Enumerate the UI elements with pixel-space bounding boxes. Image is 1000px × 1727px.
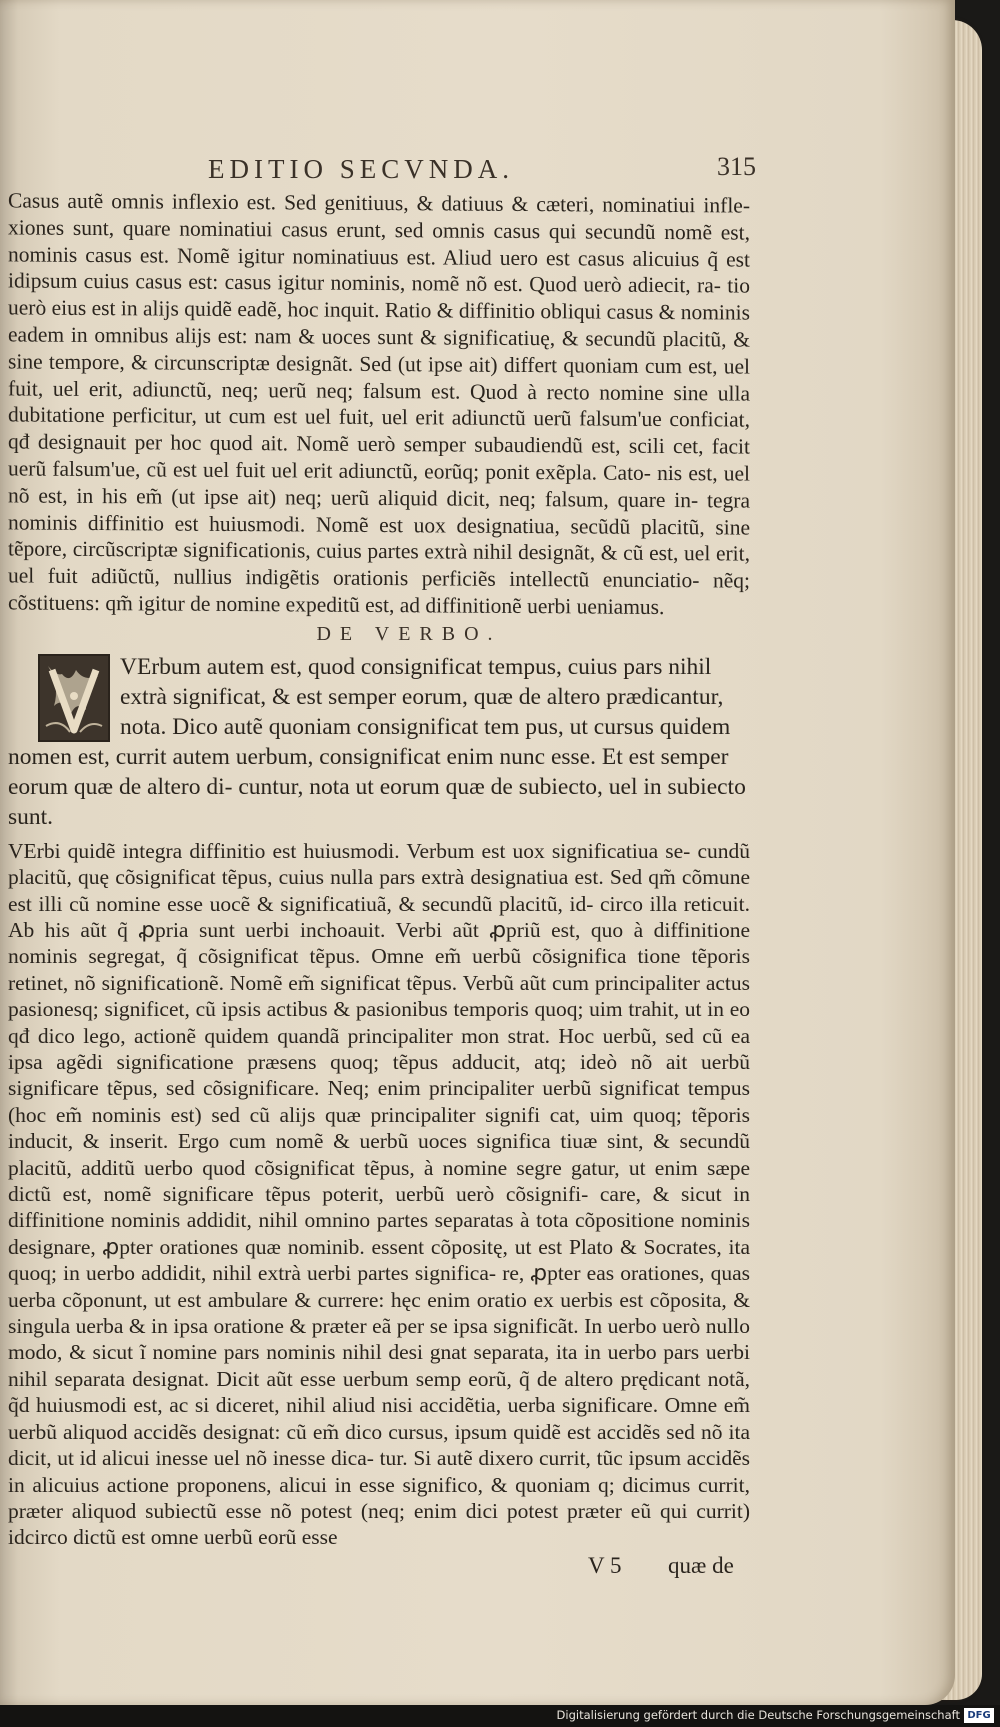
commentary-text-bottom: VErbi quidẽ integra diffinitio est huiusmodi. Verbum est uox significatiua se- cundũ placitũ, quę cõsignificat tẽpus, cuius nulla pars extrà designatiua est. Sed qm̃ cõmune est illi cũ nomine esse uocẽ & significatiuã, & secundũ placitũ, id- circo illa reticuit. Ab his aũt q̃ ꝓpria sunt uerbi inchoauit. Verbi aũt ꝓpriũ est, quo à diffinitione nominis segregat, q̃ cõsignificat tẽpus. Omne em̃ uerbũ cõsignifica tione tẽporis retinet, nõ significationẽ. Nomẽ em̃ significat tẽpus. Verbũ aũt cum principaliter actus pasionesq; significet, cũ ipsis actibus & pasionibus temporis quoq; uim trahit, ut in eo qđ dico lego, actionẽ quidem quandã principaliter mon strat. Hoc uerbũ, sed cũ ea ipsa agẽdi significatione præsens quoq; tẽpus adducit, atq; ideò nõ ait uerbũ significare tẽpus, sed cõsignificare. Neq; enim principaliter uerbũ significat tempus (hoc em̃ nominis est) sed cũ alijs quæ principaliter signifi cat, uim quoq; tẽporis inducit, & inserit. Ergo cum nomẽ & uerbũ uoces significa tiuæ sint, & secundũ placitũ, additũ uerbo quod cõsignificat tẽpus, à nomine segre gatur, ut enim sæpe dictũ est, nomẽ significare tẽpus poterit, uerbũ uerò cõsignifi- care, & sicut in diffinitione nominis addidit, nihil omnino partes separatas à tota cõpositione nominis designare, ꝓpter orationes quæ nominib. essent cõpositę, ut est Plato & Socrates, ita quoq; in uerbo addidit, nihil extrà uerbi partes significa- re, ꝓpter eas orationes, quas uerba cõponunt, ut est ambulare & currere: hęc enim oratio ex uerbis est cõposita, & singula uerba & in ipsa oratione & præter eã per se ipsa significãt. In uerbo uerò nullo modo, & sicut ĩ nomine pars nominis nihil desi gnat separata, ita in uerbo pars uerbi nihil separata designat. Dicit aũt esse uerbum semp eorũ, q̃ de altero prędicant notã, q̃d huiusmodi est, ac si diceret, nihil aliud nisi accidẽtia, uerba significare. Omne em̃ uerbũ aliquod accidẽs designat: cũ em̃ dico cursus, ipsum quidẽ est accidẽs sed nõ ita dicit, ut id alicui inesse uel nõ inesse dica- tur. Si autẽ dixero currit, tũc ipsum accidẽs in alicuius actione proponens, alicui in esse significo, & quoniam q; dicimus currit, præter aliquod subiectũ esse nõ potest (neq; enim dici potest præter eũ qui currit) idcirco dictũ est omne uerbũ eorũ esse xyxy=(8,838,750,1550)
signature-mark: V 5 xyxy=(588,1552,622,1578)
dfg-logo-icon: DFG xyxy=(964,1708,994,1723)
page-number: 315 xyxy=(717,152,756,181)
catchword: quæ de xyxy=(668,1552,734,1578)
decorated-initial-icon xyxy=(38,654,110,742)
section-heading: DE VERBO. xyxy=(316,622,502,645)
lemma-block xyxy=(8,652,750,832)
lemma-text: VErbum autem est, quod consignificat tempus, cuius pars nihil extrà significat, & est semper eorum, quæ de altero prædicantur, nota. Dico autẽ quoniam consignificat tem pus, ut cursus quidem nomen est, currit autem uerbum, consignificat enim nunc esse. Et est semper eorum quæ de altero di- cuntur, nota ut eorum quæ de subiecto, uel in subiecto sunt. xyxy=(8,653,746,830)
running-title: EDITIO SECVNDA. xyxy=(208,154,514,184)
digitization-footer xyxy=(0,1705,1000,1727)
dfg-credit: Digitalisierung gefördert durch die Deutsche Forschungsgemeinschaft xyxy=(556,1708,960,1722)
page-content xyxy=(8,150,756,1583)
page-footer-line xyxy=(8,1553,750,1583)
running-head xyxy=(8,150,756,190)
commentary-text-top: Casus autẽ omnis inflexio est. Sed genitiuus, & datiuus & cæteri, nominatiui infle- xiones sunt, quare nominatiui casus erunt, sed omnis casus qui secundũ nomẽ est, nominis casus est. Nomẽ igitur nominatiuus est. Aliud uero est casus alicuius q̃ est idipsum cuius casus est: casus igitur nominis, nomẽ nõ est. Quod uerò adiecit, ra- tio uerò eius est in alijs quidẽ eadẽ, hoc inquit. Ratio & diffinitio obliqui casus & nominis eadem in omnibus alijs est: nam & uoces sunt & significatiuę, & secundũ placitũ, & sine tempore, & circunscriptæ designãt. Sed (ut ipse ait) differt quoniam cum est, uel fuit, uel erit, adiunctũ, neq; uerũ neq; falsum est. Quod à recto nomine sine ulla dubitatione perficitur, ut cum est uel fuit, uel erit adiunctũ uerũ falsum'ue conficiat, qđ designauit per hoc quod ait. Nomẽ uerò semper subaudiendũ est, scili cet, facit uerũ falsum'ue, cũ est uel fuit uel erit adiunctũ, eorũq; ponit exẽpla. Cato- nis est, uel nõ est, in his em̃ (ut ipse ait) neq; uerũ aliquid dicit, neq; falsum, quare in- tegra nominis diffinitio est huiusmodi. Nomẽ est uox designatiua, secũdũ placitũ, sine tẽpore, circũscriptæ significationis, cuius partes extrà nihil designãt, & cũ est, uel erit, uel fuit adiũctũ, nullius indigẽtis orationis perficiẽs intellectũ enunciatio- nẽq; cõstituens: qm̃ igitur de nomine expeditũ est, ad diffinitionẽ uerbi ueniamus. xyxy=(8,188,750,619)
